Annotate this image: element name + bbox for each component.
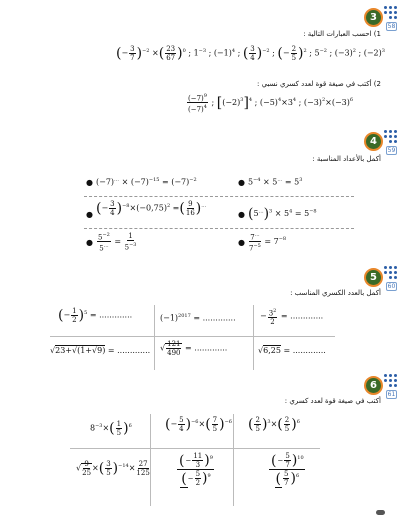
expression-row-1: (− $\frac{3}{7}$ )$^{-2}$ ×( $\frac{23}{67}$ )$^0$ ; $1^{-3}$ ; $(-1)^4$ ; ( $\frac{3}{4}$ )$^{-2}$ ; (− $\frac{2}{5}$ )$^2$ ; $5^{-2}$ ; $(-3)^2$ ; $(-2)^3$ [116,45,385,62]
exercise-number-badge: 6 [364,376,383,395]
grid-line [154,305,155,370]
dots-icon [384,266,398,280]
exercise-item: $\frac{5^{-2}}{5^\dots}$ = $\frac{1}{5^{-3}}$ [98,232,137,253]
page-tag: 59 [387,147,396,154]
grid-line [50,336,335,337]
page-tag: 58 [387,23,396,30]
exercise-item: √ $\frac{121}{490}$ = ............. [160,340,228,357]
exercise-item: (− $\frac{5}{4}$ )$^{-6}$×( $\frac{7}{5}$ )$^{-6}$ [165,416,232,433]
page-tag: 61 [387,391,396,398]
question-2-label: 2) أكتب في صيغة قوة لعدد كسري نسبي : [257,80,381,88]
grid-line [253,305,254,370]
page-corner-icon [376,510,385,515]
exercise-number-badge: 4 [364,132,383,151]
bullet: ● [86,238,93,247]
exercise-item: $\frac{7^\dots}{7^{-5}}$ = $7^{-8}$ [249,232,287,253]
exercise-item: $8^{-3}\times$( $\frac{1}{5}$ )$^6$ [90,420,132,437]
question-1-label: 1) احسب العبارات التالية : [303,30,381,38]
bullet: ● [238,178,245,187]
grid-line [70,448,320,449]
exercise-item: (− $\frac{5}{7}$ )$^{10}$ ( $\frac{5}{7}$ )$^6$ [271,452,304,487]
separator [84,196,354,197]
exercise-item: (− $\frac{3}{4}$ )$^{-8}\times(-0,75)^2$ =( $\frac{9}{16}$ )… [96,200,207,217]
exercise-number-badge: 5 [364,268,383,287]
exercise-item: $(-7)^\dots \times (-7)^{-15} = (-7)^{-2}$ [96,177,197,187]
bullet: ● [86,178,93,187]
instruction: أكمل بالأعداد المناسبة : [312,155,381,163]
page-tag: 60 [387,283,396,290]
separator [84,228,354,229]
grid-line [233,414,234,506]
exercise-number-badge: 3 [364,8,383,27]
expression-row-2: $\frac{(-7)^9}{(-7)^4}$ ; $[(-2)^3]^4$ ; $(-5)^4\times 3^4$ ; $(-3)^2\times(-3)^6$ [188,93,354,114]
exercise-item: $(5^\dots)^3 \times 5^4 = 5^{-8}$ [248,206,317,222]
bullet: ● [238,238,245,247]
exercise-item: $5^{-4} \times 5^\dots = 5^3$ [248,177,303,187]
instruction: أكتب في صيغة قوة لعدد كسري : [284,397,381,405]
dots-icon [384,6,398,20]
bullet: ● [238,210,245,219]
exercise-item: − $\frac{3^2}{2}$ = ............. [260,308,324,327]
dots-icon [384,130,398,144]
instruction: أكمل بالعدد الكسري المناسب : [290,289,381,297]
exercise-item: √ $\frac{9}{25}$ ×( $\frac{3}{5}$ )$^{-14}$× $\frac{27}{125}$ [76,460,150,477]
exercise-item: (− $\frac{1}{2}$ )$^5$ = ............. [58,307,133,324]
exercise-item: $(-1)^{2017}$ = ............. [160,313,236,323]
dots-icon [384,374,398,388]
bullet: ● [86,210,93,219]
exercise-item: √23+√(1+√9) = ............. [50,346,151,355]
exercise-item: √6,25 = ............. [258,346,326,355]
exercise-item: (− $\frac{11}{3}$ )$^9$ (− $\frac{5}{2}$ )$^9$ [179,452,213,487]
exercise-item: ( $\frac{2}{5}$ )$^3$×( $\frac{2}{5}$ )$^6$ [248,416,300,433]
